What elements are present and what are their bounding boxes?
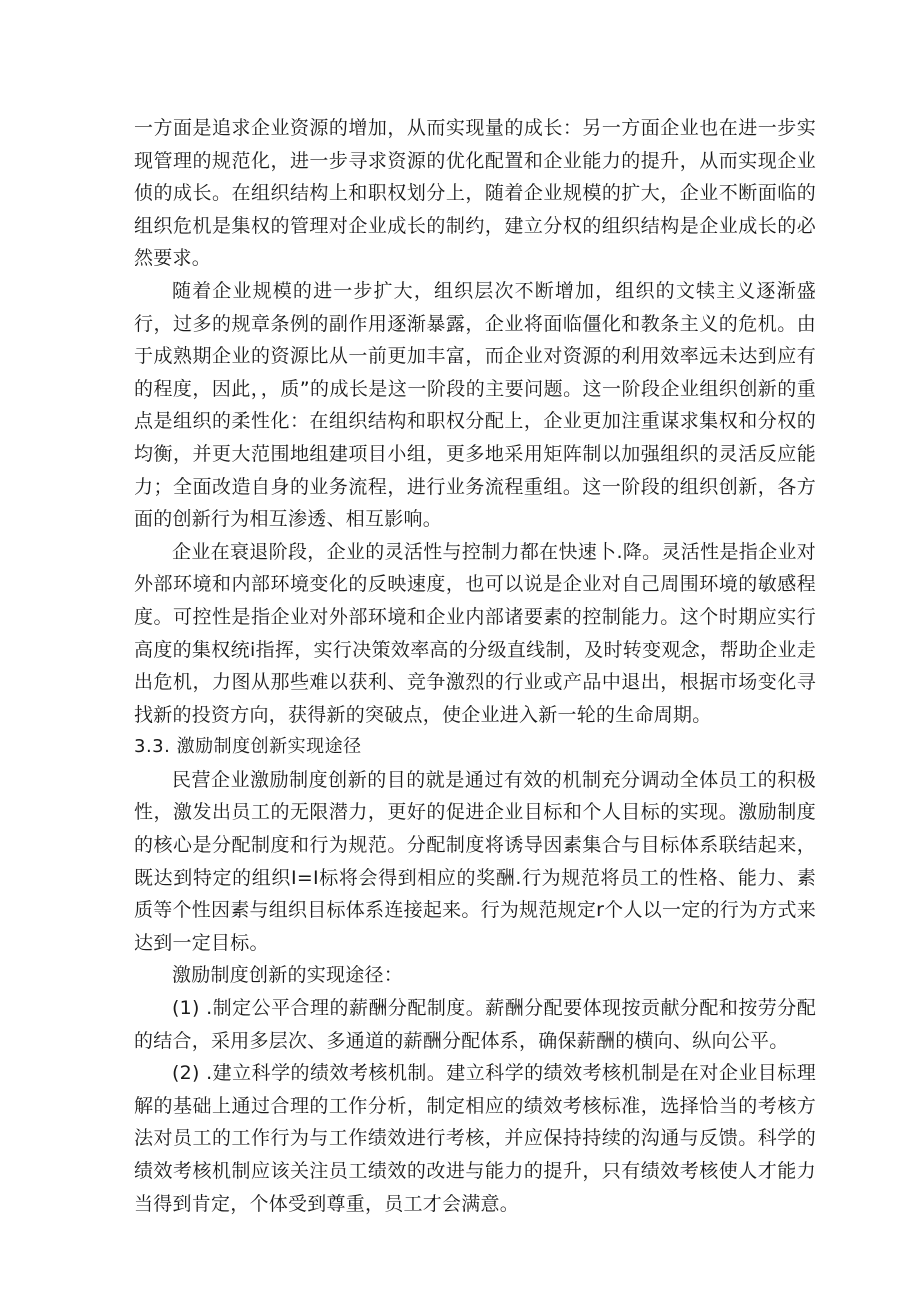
list-item-performance: (2) .建立科学的绩效考核机制。建立科学的绩效考核机制是在对企业目标理解的基础上通过合理的工作分析，制定相应的绩效考核标准，选择恰当的考核方法对员工的工作行为与工作绩效进行考核，并应保持持续的沟通与反馈。科学的绩效考核机制应该关注员工绩效的改进与能力的提升，只有绩效考核使人才能力当得到肯定，个体受到尊重，员工才会满意。	[134, 1062, 816, 1215]
paragraph-implementation-intro: 激励制度创新的实现途径：	[172, 964, 404, 987]
paragraph-decline-stage: 企业在衰退阶段，企业的灵活性与控制力都在快速卜.降。灵活性是指企业对外部环境和内部环境变化的反映速度，也可以说是企业对自己周围环境的敏感程度。可控性是指企业对外部环境和企业内部诸要素的控制能力。这个时期应实行高度的集权统i指挥，实行决策效率高的分级直线制，及时转变观念，帮助企业走出危机，力图从那些难以获利、竞争激烈的行业或产品中退出，根据市场变化寻找新的投资方向，获得新的突破点，使企业进入新一轮的生命周期。	[134, 540, 816, 726]
paragraph-incentive-purpose: 民营企业激励制度创新的目的就是通过有效的机制充分调动全体员工的积极性，激发出员工的无限潜力，更好的促进企业目标和个人目标的实现。激励制度的核心是分配制度和行为规范。分配制度将诱导因素集合与目标体系联结起来，既达到特定的组织I=I标将会得到相应的奖酬.行为规范将员工的性格、能力、素质等个性因素与组织目标体系连接起来。行为规范规定r个人以一定的行为方式来达到一定目标。	[134, 768, 816, 954]
section-heading: 3.3. 激励制度创新实现途径	[134, 736, 362, 758]
document-body	[134, 112, 816, 1220]
paragraph-maturity-stage: 随着企业规模的进一步扩大，组织层次不断增加，组织的文犊主义逐渐盛行，过多的规章条例的副作用逐渐暴露，企业将面临僵化和教条主义的危机。由于成熟期企业的资源比从一前更加丰富，而企业对资源的利用效率远未达到应有的程度，因此，，质”的成长是这一阶段的主要问题。这一阶段企业组织创新的重点是组织的柔性化：在组织结构和职权分配上，企业更加注重谋求集权和分权的均衡，并更大范围地组建项目小组，更多地采用矩阵制以加强组织的灵活反应能力；全面改造自身的业务流程，进行业务流程重组。这一阶段的组织创新，各方面的创新行为相互渗透、相互影响。	[134, 279, 816, 531]
paragraph-growth-continued: 一方面是追求企业资源的增加，从而实现量的成长：另一方面企业也在进一步实现管理的规范化，进一步寻求资源的优化配置和企业能力的提升，从而实现企业侦的成长。在组织结构上和职权划分上，随着企业规模的扩大，企业不断面临的组织危机是集权的管理对企业成长的制约，建立分权的组织结构是企业成长的必然要求。	[134, 117, 816, 270]
list-item-salary: (1) .制定公平合理的薪酬分配制度。薪酬分配要体现按贡献分配和按劳分配的结合，采用多层次、多通道的薪酬分配体系，确保薪酬的横向、纵向公平。	[134, 997, 816, 1052]
